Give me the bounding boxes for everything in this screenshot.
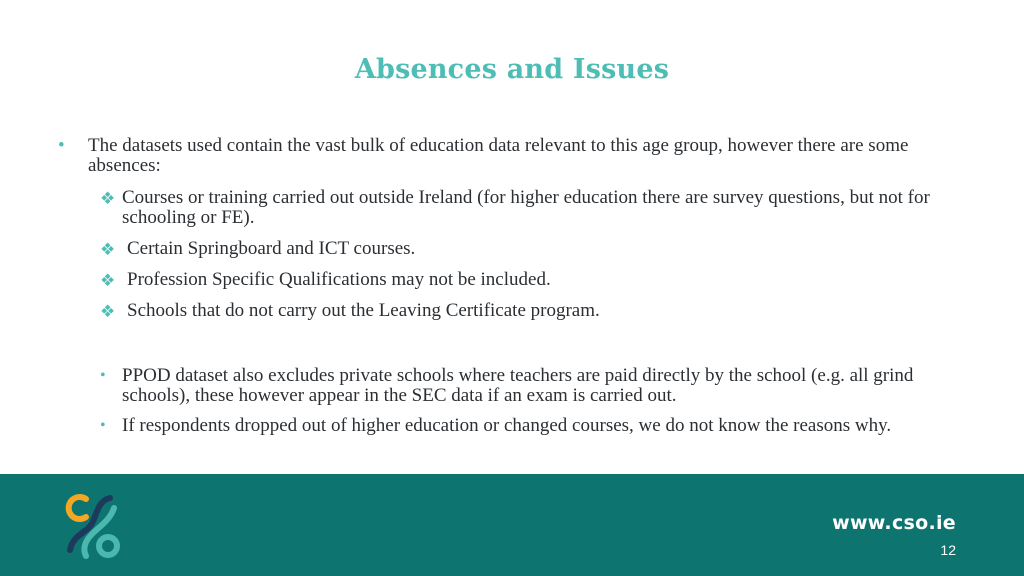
issue-item [100, 416, 958, 436]
bullet-icon: • [58, 135, 65, 156]
diamond-bullet-icon: ❖ [100, 271, 116, 290]
page-number: 12 [940, 542, 956, 558]
absence-text: Certain Springboard and ICT courses. [127, 238, 416, 259]
main-bullet-text: The datasets used contain the vast bulk of education data relevant to this age group, however there are some absences: [88, 135, 909, 176]
main-bullet [58, 136, 958, 176]
absence-item [100, 301, 958, 321]
issue-item [100, 366, 958, 406]
absence-text: Courses or training carried out outside Ireland (for higher education there are survey questions, but not for schooling or FE). [122, 187, 930, 228]
diamond-bullet-icon: ❖ [100, 240, 116, 259]
absence-text: Schools that do not carry out the Leaving Certificate program. [127, 300, 600, 321]
website-url: www.cso.ie [832, 512, 956, 534]
bullet-icon: • [100, 367, 106, 384]
footer-bar [0, 474, 1024, 576]
diamond-bullet-icon: ❖ [100, 302, 116, 321]
absence-item [100, 270, 958, 290]
cso-logo-icon [64, 492, 126, 562]
issue-text: PPOD dataset also excludes private schools where teachers are paid directly by the school (e.g. all grind schools), these however appear in the SEC data if an exam is carried out. [122, 365, 914, 406]
bullet-icon: • [100, 417, 106, 434]
issue-text: If respondents dropped out of higher education or changed courses, we do not know the reasons why. [122, 415, 892, 436]
slide-title: Absences and Issues [354, 54, 670, 85]
absence-item [100, 239, 958, 259]
slide-content [58, 136, 958, 446]
diamond-bullet-icon: ❖ [100, 189, 116, 208]
absence-text: Profession Specific Qualifications may not be included. [127, 269, 551, 290]
absence-item [100, 188, 958, 228]
